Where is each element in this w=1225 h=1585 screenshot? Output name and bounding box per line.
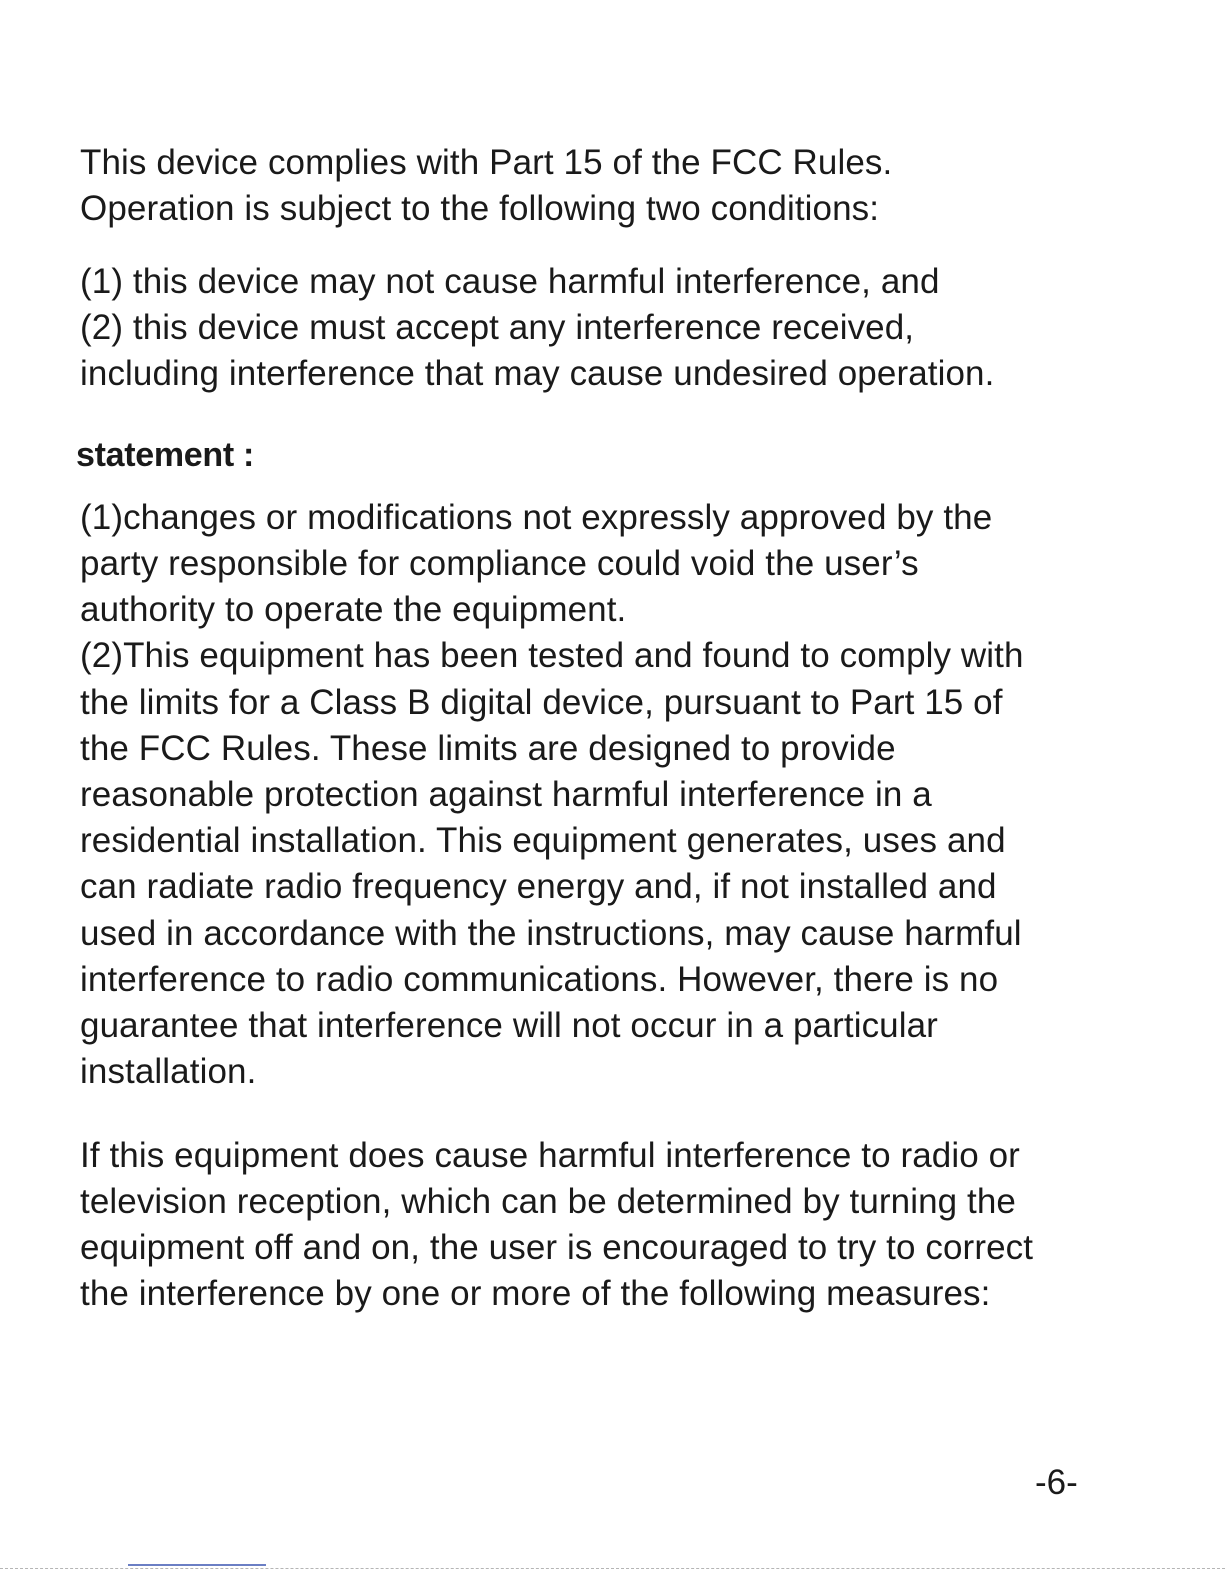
measures-line-1: If this equipment does cause harmful interference to radio or [80, 1136, 1020, 1175]
intro-line-1: This device complies with Part 15 of the FCC Rules. [80, 143, 893, 182]
page-number: -6- [1035, 1463, 1078, 1502]
statement-line-9: can radiate radio frequency energy and, if not installed and [80, 867, 997, 906]
statement-line-12: guarantee that interference will not occur in a particular [80, 1006, 938, 1045]
statement-line-5: the limits for a Class B digital device, pursuant to Part 15 of [80, 683, 1003, 722]
statement-line-3: authority to operate the equipment. [80, 590, 627, 629]
statement-line-7: reasonable protection against harmful interference in a [80, 775, 932, 814]
statement-line-13: installation. [80, 1052, 257, 1091]
statement-line-8: residential installation. This equipment generates, uses and [80, 821, 1006, 860]
statement-line-4: (2)This equipment has been tested and found to comply with [80, 636, 1024, 675]
intro-line-2: Operation is subject to the following two conditions: [80, 189, 880, 228]
measures-line-2: television reception, which can be determined by turning the [80, 1182, 1016, 1221]
statement-line-11: interference to radio communications. However, there is no [80, 960, 999, 999]
statement-line-6: the FCC Rules. These limits are designed to provide [80, 729, 896, 768]
measures-line-4: the interference by one or more of the following measures: [80, 1274, 991, 1313]
condition-line-1: (1) this device may not cause harmful interference, and [80, 262, 940, 301]
condition-line-3: including interference that may cause undesired operation. [80, 354, 995, 393]
footer-rule [0, 1568, 1225, 1569]
condition-line-2: (2) this device must accept any interference received, [80, 308, 915, 347]
statement-line-1: (1)changes or modifications not expressly approved by the [80, 498, 993, 537]
measures-line-3: equipment off and on, the user is encouraged to try to correct [80, 1228, 1034, 1267]
statement-line-2: party responsible for compliance could void the user’s [80, 544, 919, 583]
statement-heading: statement : [76, 436, 255, 474]
statement-line-10: used in accordance with the instructions, may cause harmful [80, 914, 1022, 953]
footer-mark [128, 1564, 266, 1566]
